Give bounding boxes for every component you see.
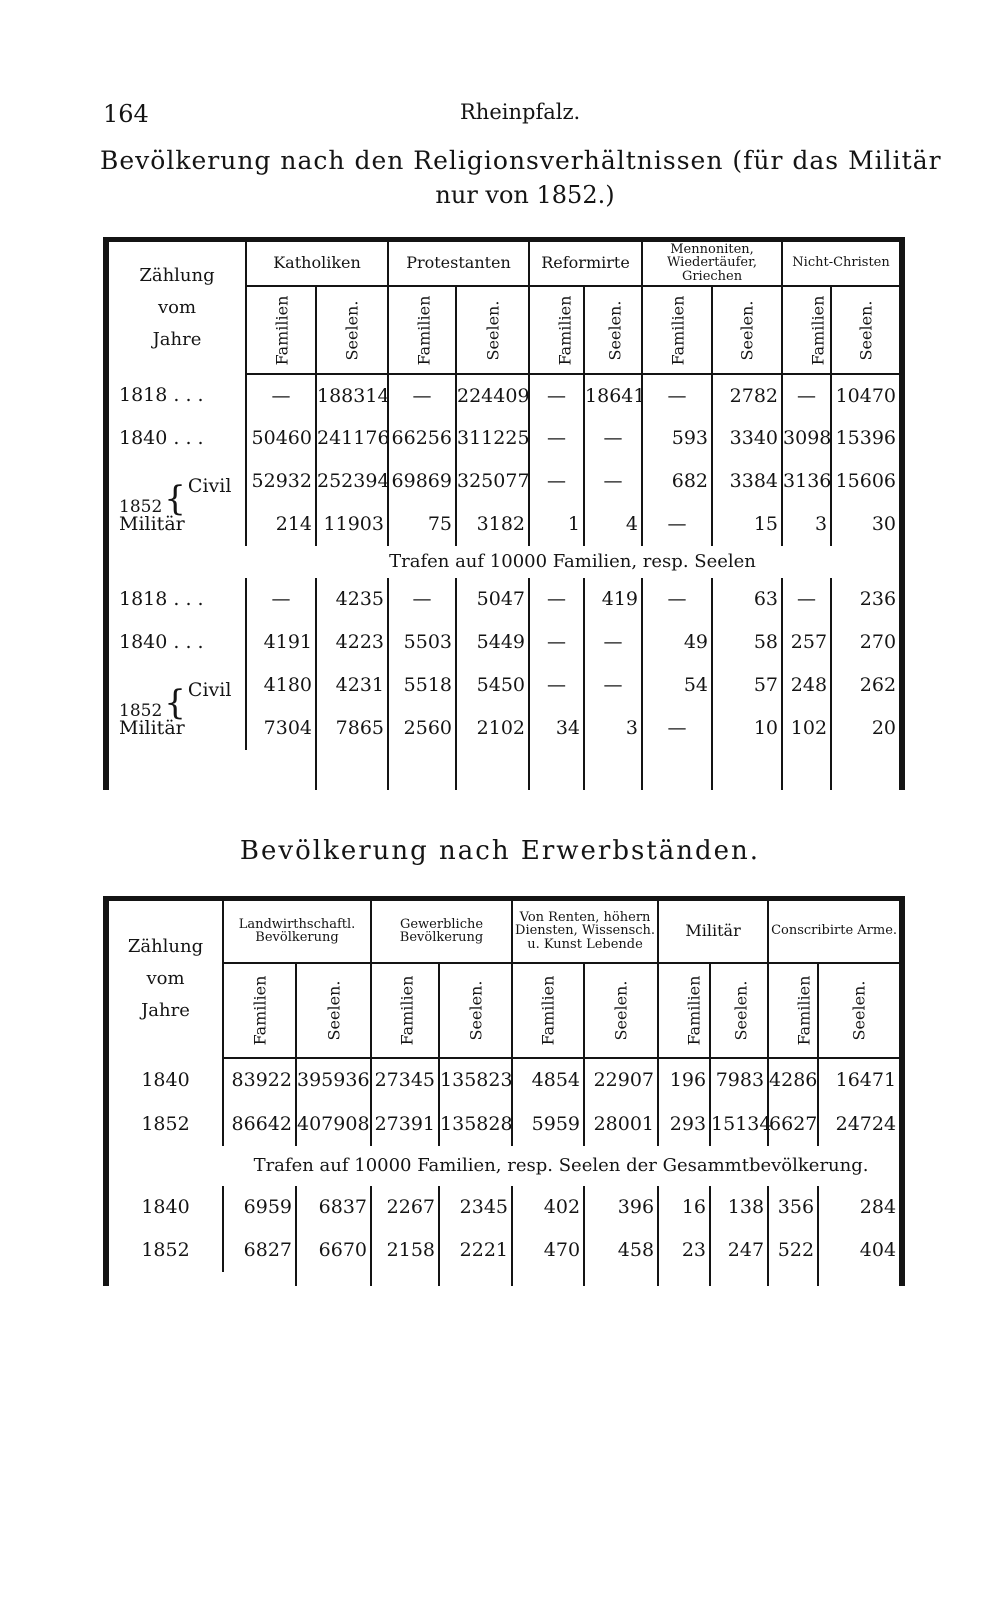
row-label bbox=[106, 1186, 223, 1229]
table-cell: 3340 bbox=[712, 417, 782, 460]
table-row bbox=[106, 1229, 902, 1272]
table-cell: — bbox=[642, 374, 712, 417]
table-cell: — bbox=[782, 578, 831, 621]
table-cell: 257 bbox=[782, 621, 831, 664]
table-cell: 1 bbox=[529, 503, 584, 546]
row-label-text: Militär bbox=[119, 717, 185, 739]
sub-seelen: Seelen. bbox=[831, 286, 902, 374]
table-cell: 23 bbox=[658, 1229, 710, 1272]
sub-familien: Familien bbox=[223, 963, 296, 1058]
table1-mid-caption: Trafen auf 10000 Familien, resp. Seelen bbox=[246, 546, 902, 578]
table-cell: 458 bbox=[584, 1229, 658, 1272]
table-cell: — bbox=[388, 578, 456, 621]
sub-seelen: Seelen. bbox=[584, 963, 658, 1058]
table-cell: 83922 bbox=[223, 1058, 296, 1102]
sub-familien: Familien bbox=[512, 963, 584, 1058]
table-cell: 3384 bbox=[712, 460, 782, 503]
table-cell: 15396 bbox=[831, 417, 902, 460]
row-label bbox=[106, 417, 246, 460]
table-cell: 16 bbox=[658, 1186, 710, 1229]
table-cell: 24724 bbox=[818, 1102, 902, 1146]
table-cell: 262 bbox=[831, 664, 902, 707]
table-cell: 3182 bbox=[456, 503, 529, 546]
group-militaer: Militär bbox=[658, 899, 768, 963]
row-label-text: Civil bbox=[187, 679, 232, 701]
row-label bbox=[106, 1058, 223, 1102]
table-cell: 3098 bbox=[782, 417, 831, 460]
table-cell: 5503 bbox=[388, 621, 456, 664]
row-label-text: 1840 . . . bbox=[119, 631, 204, 653]
table-cell: 6670 bbox=[296, 1229, 371, 1272]
corner-line3: Jahre bbox=[152, 328, 202, 350]
table-cell: 15134 bbox=[710, 1102, 768, 1146]
table2-corner bbox=[106, 899, 223, 1058]
table-cell: — bbox=[246, 578, 316, 621]
table-cell: 7304 bbox=[246, 707, 316, 750]
table-cell: 135828 bbox=[439, 1102, 512, 1146]
row-label-text: 1840 bbox=[141, 1196, 190, 1218]
table-cell: — bbox=[246, 374, 316, 417]
table-cell: 311225 bbox=[456, 417, 529, 460]
table-cell: 2221 bbox=[439, 1229, 512, 1272]
table-row bbox=[106, 1186, 902, 1229]
table-cell: 6627 bbox=[768, 1102, 818, 1146]
table-cell: 63 bbox=[712, 578, 782, 621]
table-cell: 15 bbox=[712, 503, 782, 546]
group-landwirthschaft: Landwirthschaftl. Bevölkerung bbox=[223, 899, 371, 963]
row-label-text: 1852 bbox=[141, 1112, 190, 1135]
table-cell: 2267 bbox=[371, 1186, 439, 1229]
table-cell: 27391 bbox=[371, 1102, 439, 1146]
row-label bbox=[106, 621, 246, 664]
table-cell: 248 bbox=[782, 664, 831, 707]
table-cell: 188314 bbox=[316, 374, 388, 417]
table1-absolute-rows bbox=[106, 374, 902, 546]
table-row bbox=[106, 621, 902, 664]
table-cell: 5047 bbox=[456, 578, 529, 621]
group-mennoniten: Mennoniten, Wiedertäufer, Griechen bbox=[642, 240, 782, 286]
table-cell: 49 bbox=[642, 621, 712, 664]
table-cell: 4286 bbox=[768, 1058, 818, 1102]
row-year: 1852 bbox=[119, 701, 163, 721]
group-katholiken: Katholiken bbox=[246, 240, 388, 286]
table-cell: 247 bbox=[710, 1229, 768, 1272]
sub-familien: Familien bbox=[782, 286, 831, 374]
row-label bbox=[106, 374, 246, 417]
occupation-table bbox=[103, 896, 905, 1286]
table-cell: 75 bbox=[388, 503, 456, 546]
table-cell: 2102 bbox=[456, 707, 529, 750]
row-year: 1852 bbox=[119, 497, 163, 517]
table-cell: 6959 bbox=[223, 1186, 296, 1229]
table-cell: 4191 bbox=[246, 621, 316, 664]
table-cell: 86642 bbox=[223, 1102, 296, 1146]
table-cell: 356 bbox=[768, 1186, 818, 1229]
table-cell: — bbox=[642, 707, 712, 750]
row-label bbox=[106, 664, 246, 723]
table-cell: 4235 bbox=[316, 578, 388, 621]
group-arme: Conscribirte Arme. bbox=[768, 899, 902, 963]
table-cell: 3136 bbox=[782, 460, 831, 503]
table-cell: 2782 bbox=[712, 374, 782, 417]
table-row bbox=[106, 1058, 902, 1102]
table-cell: 407908 bbox=[296, 1102, 371, 1146]
row-brace: { bbox=[164, 683, 186, 723]
table-cell: 4180 bbox=[246, 664, 316, 707]
group-reformirte: Reformirte bbox=[529, 240, 642, 286]
table-row bbox=[106, 460, 902, 503]
table-cell: 522 bbox=[768, 1229, 818, 1272]
table-cell: — bbox=[529, 460, 584, 503]
group-protestanten: Protestanten bbox=[388, 240, 529, 286]
table-row bbox=[106, 374, 902, 417]
table-cell: 396 bbox=[584, 1186, 658, 1229]
table-cell: 4 bbox=[584, 503, 642, 546]
row-label-text: 1818 . . . bbox=[119, 384, 204, 406]
table-cell: — bbox=[584, 460, 642, 503]
table-cell: 6837 bbox=[296, 1186, 371, 1229]
table1-title-line2: nur von 1852.) bbox=[435, 181, 615, 209]
table-cell: 102 bbox=[782, 707, 831, 750]
table-cell: — bbox=[584, 621, 642, 664]
sub-familien: Familien bbox=[371, 963, 439, 1058]
table-cell: 50460 bbox=[246, 417, 316, 460]
table-cell: — bbox=[642, 503, 712, 546]
sub-familien: Familien bbox=[529, 286, 584, 374]
table-cell: 402 bbox=[512, 1186, 584, 1229]
table-cell: — bbox=[529, 621, 584, 664]
table-cell: 18641 bbox=[584, 374, 642, 417]
running-head: Rheinpfalz. bbox=[460, 100, 581, 124]
corner-line2: vom bbox=[157, 296, 197, 318]
row-label-text: Civil bbox=[187, 475, 232, 497]
sub-familien: Familien bbox=[642, 286, 712, 374]
table-cell: 7983 bbox=[710, 1058, 768, 1102]
table2-title: Bevölkerung nach Erwerbständen. bbox=[239, 836, 761, 866]
table-cell: 270 bbox=[831, 621, 902, 664]
table-cell: 66256 bbox=[388, 417, 456, 460]
table-cell: 236 bbox=[831, 578, 902, 621]
table-cell: 4223 bbox=[316, 621, 388, 664]
table-cell: 4231 bbox=[316, 664, 388, 707]
sub-familien: Familien bbox=[768, 963, 818, 1058]
table-cell: 10470 bbox=[831, 374, 902, 417]
sub-familien: Familien bbox=[658, 963, 710, 1058]
table1-relative-rows bbox=[106, 578, 902, 750]
table-cell: 6827 bbox=[223, 1229, 296, 1272]
table-cell: 7865 bbox=[316, 707, 388, 750]
table-cell: 16471 bbox=[818, 1058, 902, 1102]
table-cell: 30 bbox=[831, 503, 902, 546]
table1-corner bbox=[106, 240, 246, 374]
table-cell: 293 bbox=[658, 1102, 710, 1146]
table-cell: — bbox=[529, 374, 584, 417]
table-row bbox=[106, 707, 902, 750]
table-cell: 419 bbox=[584, 578, 642, 621]
table-cell: 284 bbox=[818, 1186, 902, 1229]
table-cell: 325077 bbox=[456, 460, 529, 503]
table-cell: 69869 bbox=[388, 460, 456, 503]
table-cell: 54 bbox=[642, 664, 712, 707]
page-number: 164 bbox=[103, 100, 149, 128]
row-label-text: 1818 . . . bbox=[119, 588, 204, 610]
table-cell: 2158 bbox=[371, 1229, 439, 1272]
table-cell: 135823 bbox=[439, 1058, 512, 1102]
table-cell: 395936 bbox=[296, 1058, 371, 1102]
table-cell: 52932 bbox=[246, 460, 316, 503]
table1-title-line1: Bevölkerung nach den Religionsverhältnissen (für das Militär bbox=[100, 146, 942, 175]
row-label bbox=[106, 460, 246, 519]
table-cell: 5518 bbox=[388, 664, 456, 707]
table-cell: 214 bbox=[246, 503, 316, 546]
corner-line1: Zählung bbox=[127, 936, 204, 958]
row-label-text: 1840 bbox=[141, 1068, 190, 1091]
table-cell: — bbox=[388, 374, 456, 417]
sub-seelen: Seelen. bbox=[296, 963, 371, 1058]
table-cell: — bbox=[584, 664, 642, 707]
table-cell: 3 bbox=[584, 707, 642, 750]
table-cell: 4854 bbox=[512, 1058, 584, 1102]
sub-seelen: Seelen. bbox=[712, 286, 782, 374]
group-gewerbe: Gewerbliche Bevölkerung bbox=[371, 899, 512, 963]
table-cell: 241176 bbox=[316, 417, 388, 460]
row-label bbox=[106, 1229, 223, 1272]
table-row bbox=[106, 578, 902, 621]
table-cell: 470 bbox=[512, 1229, 584, 1272]
row-brace: { bbox=[164, 479, 186, 519]
table-cell: 2560 bbox=[388, 707, 456, 750]
table-cell: 224409 bbox=[456, 374, 529, 417]
table-cell: 27345 bbox=[371, 1058, 439, 1102]
table-cell: — bbox=[529, 664, 584, 707]
group-nichtchristen: Nicht-Christen bbox=[782, 240, 902, 286]
group-renten: Von Renten, höhern Diensten, Wissensch. u. Kunst Lebende bbox=[512, 899, 658, 963]
corner-line3: Jahre bbox=[141, 1000, 190, 1022]
sub-seelen: Seelen. bbox=[818, 963, 902, 1058]
table-row bbox=[106, 664, 902, 707]
table-cell: 20 bbox=[831, 707, 902, 750]
sub-seelen: Seelen. bbox=[456, 286, 529, 374]
table-cell: 5959 bbox=[512, 1102, 584, 1146]
table-cell: 404 bbox=[818, 1229, 902, 1272]
table-cell: 15606 bbox=[831, 460, 902, 503]
row-label-text: 1852 bbox=[141, 1239, 190, 1261]
sub-seelen: Seelen. bbox=[316, 286, 388, 374]
table-cell: — bbox=[529, 417, 584, 460]
table-cell: 28001 bbox=[584, 1102, 658, 1146]
row-label bbox=[106, 578, 246, 621]
sub-familien: Familien bbox=[388, 286, 456, 374]
sub-seelen: Seelen. bbox=[439, 963, 512, 1058]
table2-mid-caption: Trafen auf 10000 Familien, resp. Seelen der Gesammtbevölkerung. bbox=[223, 1146, 902, 1186]
table-cell: 11903 bbox=[316, 503, 388, 546]
table-cell: — bbox=[642, 578, 712, 621]
table-cell: 3 bbox=[782, 503, 831, 546]
corner-line2: vom bbox=[146, 968, 185, 990]
row-label-text: Militär bbox=[119, 513, 185, 535]
table-cell: — bbox=[529, 578, 584, 621]
sub-seelen: Seelen. bbox=[584, 286, 642, 374]
table-cell: 58 bbox=[712, 621, 782, 664]
table-cell: 10 bbox=[712, 707, 782, 750]
table-cell: 57 bbox=[712, 664, 782, 707]
religion-table bbox=[103, 237, 905, 790]
table-cell: 34 bbox=[529, 707, 584, 750]
table-cell: 5450 bbox=[456, 664, 529, 707]
table-cell: 22907 bbox=[584, 1058, 658, 1102]
row-label-text: 1840 . . . bbox=[119, 427, 204, 449]
row-label bbox=[106, 1102, 223, 1146]
table-cell: 593 bbox=[642, 417, 712, 460]
table-row bbox=[106, 417, 902, 460]
table-cell: — bbox=[782, 374, 831, 417]
table-cell: 138 bbox=[710, 1186, 768, 1229]
corner-line1: Zählung bbox=[139, 264, 215, 286]
sub-familien: Familien bbox=[246, 286, 316, 374]
table-cell: 682 bbox=[642, 460, 712, 503]
table-cell: 2345 bbox=[439, 1186, 512, 1229]
table2-relative-rows bbox=[106, 1186, 902, 1272]
table-cell: 196 bbox=[658, 1058, 710, 1102]
table-row bbox=[106, 503, 902, 546]
sub-seelen: Seelen. bbox=[710, 963, 768, 1058]
table-cell: — bbox=[584, 417, 642, 460]
table-cell: 5449 bbox=[456, 621, 529, 664]
table-cell: 252394 bbox=[316, 460, 388, 503]
table-row bbox=[106, 1102, 902, 1146]
table2-absolute-rows bbox=[106, 1058, 902, 1146]
